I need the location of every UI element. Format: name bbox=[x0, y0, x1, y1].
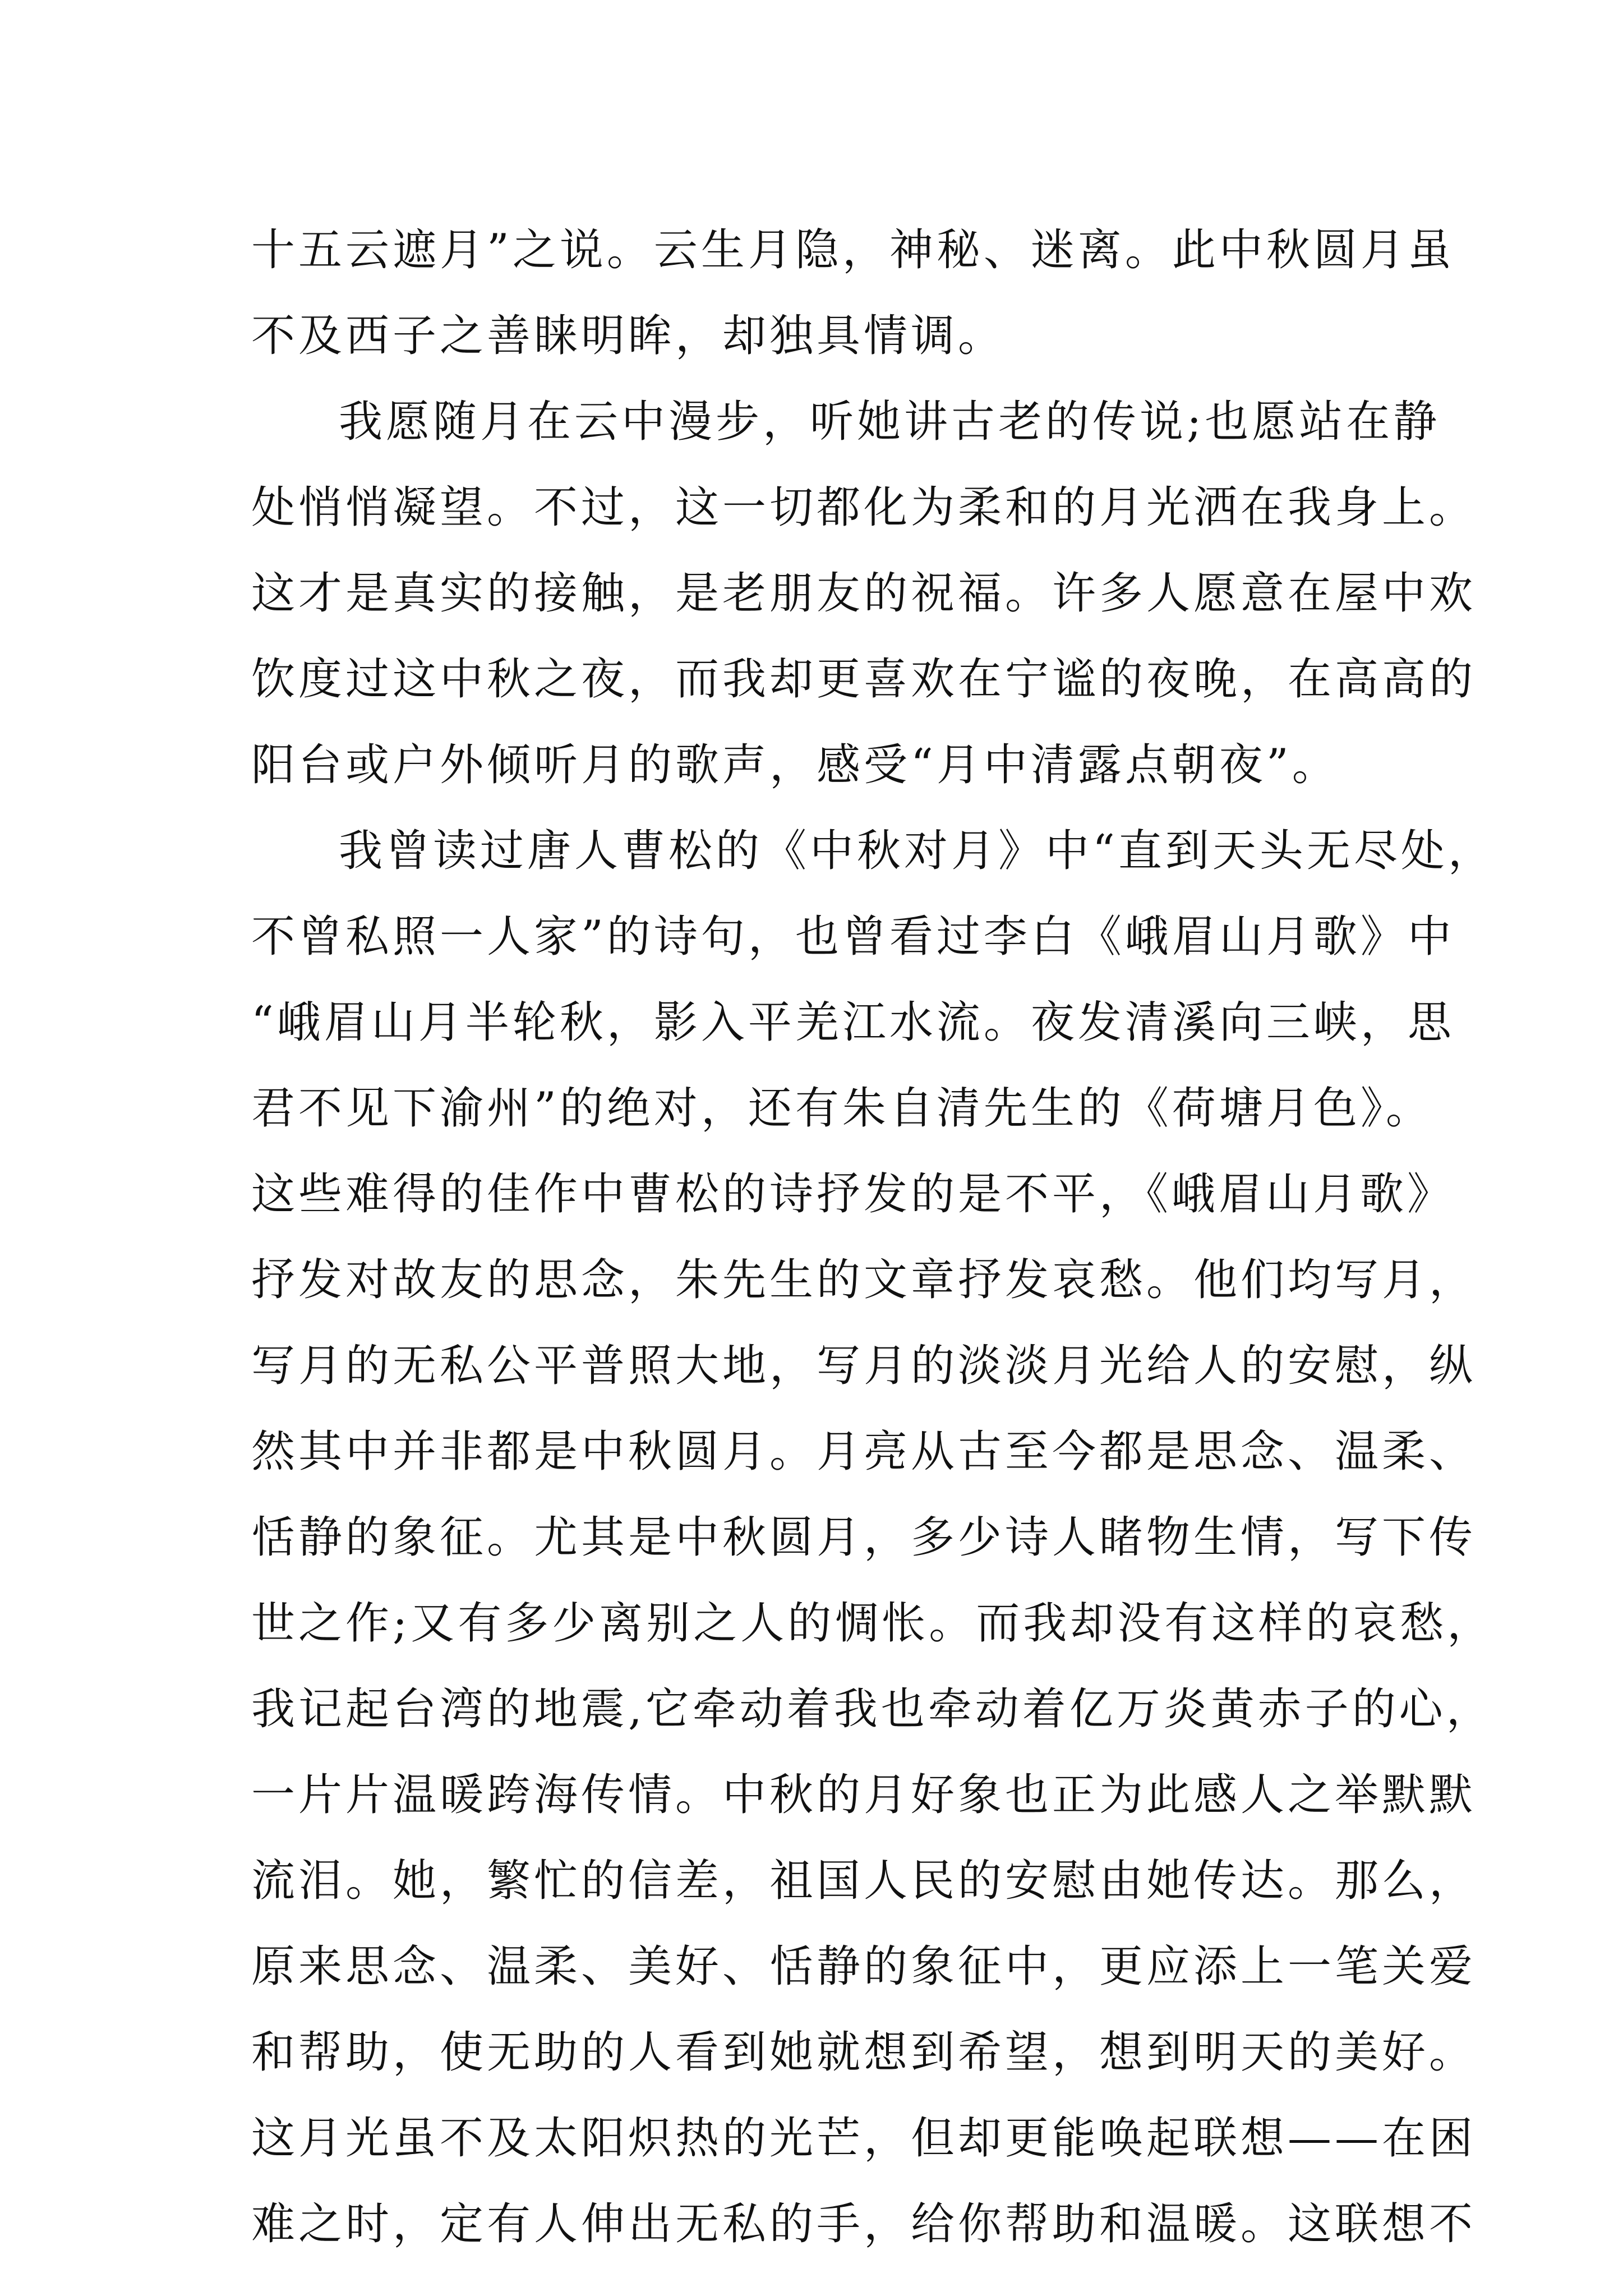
text-line: 这些难得的佳作中曹松的诗抒发的是不平，《峨眉山月歌》 bbox=[251, 1169, 1455, 1220]
text-line: 一片片温暖跨海传情。中秋的月好象也正为此感人之举默默 bbox=[251, 1770, 1477, 1820]
text-line: 不及西子之善睐明眸，却独具情调。 bbox=[251, 311, 1006, 361]
text-line: 这才是真实的接触，是老朋友的祝福。许多人愿意在屋中欢 bbox=[251, 568, 1477, 619]
text-line: “峨眉山月半轮秋，影入平羌江水流。夜发清溪向三峡，思 bbox=[251, 997, 1455, 1048]
text-line: 我曾读过唐人曹松的《中秋对月》中“直到天头无尽处， bbox=[339, 826, 1495, 876]
text-line: 十五云遮月”之说。云生月隐，神秘、迷离。此中秋圆月虽 bbox=[251, 225, 1455, 275]
text-line: 世之作;又有多少离别之人的惆怅。而我却没有这样的哀愁， bbox=[251, 1598, 1495, 1649]
paragraph-2 bbox=[251, 379, 1477, 808]
text-line: 处悄悄凝望。不过，这一切都化为柔和的月光洒在我身上。 bbox=[251, 482, 1477, 533]
text-line: 原来思念、温柔、美好、恬静的象征中，更应添上一笔关爱 bbox=[251, 1941, 1477, 1992]
text-line: 阳台或户外倾听月的歌声，感受“月中清露点朝夜”。 bbox=[251, 740, 1339, 790]
document-body bbox=[251, 208, 1495, 2267]
text-line: 写月的无私公平普照大地，写月的淡淡月光给人的安慰，纵 bbox=[251, 1341, 1477, 1391]
paragraph-1 bbox=[251, 208, 1455, 379]
text-line: 不曾私照一人家”的诗句，也曾看过李白《峨眉山月歌》中 bbox=[251, 912, 1455, 962]
text-line: 君不见下渝州”的绝对，还有朱自清先生的《荷塘月色》。 bbox=[251, 1083, 1433, 1134]
text-line: 抒发对故友的思念，朱先生的文章抒发哀愁。他们均写月， bbox=[251, 1255, 1477, 1305]
text-line: 难之时，定有人伸出无私的手，给你帮助和温暖。这联想不 bbox=[251, 2199, 1477, 2249]
text-line: 我愿随月在云中漫步，听她讲古老的传说;也愿站在静 bbox=[339, 397, 1441, 447]
text-line: 我记起台湾的地震,它牵动着我也牵动着亿万炎黄赤子的心， bbox=[251, 1684, 1493, 1734]
text-line: 然其中并非都是中秋圆月。月亮从古至今都是思念、温柔、 bbox=[251, 1427, 1477, 1477]
text-line: 恬静的象征。尤其是中秋圆月，多少诗人睹物生情，写下传 bbox=[251, 1512, 1477, 1563]
text-line: 这月光虽不及太阳炽热的光芒，但却更能唤起联想——在困 bbox=[251, 2113, 1477, 2164]
paragraph-3 bbox=[251, 808, 1495, 2267]
text-line: 流泪。她，繁忙的信差，祖国人民的安慰由她传达。那么， bbox=[251, 1856, 1477, 1906]
text-line: 饮度过这中秋之夜，而我却更喜欢在宁谧的夜晚，在高高的 bbox=[251, 654, 1477, 705]
text-line: 和帮助，使无助的人看到她就想到希望，想到明天的美好。 bbox=[251, 2027, 1477, 2078]
